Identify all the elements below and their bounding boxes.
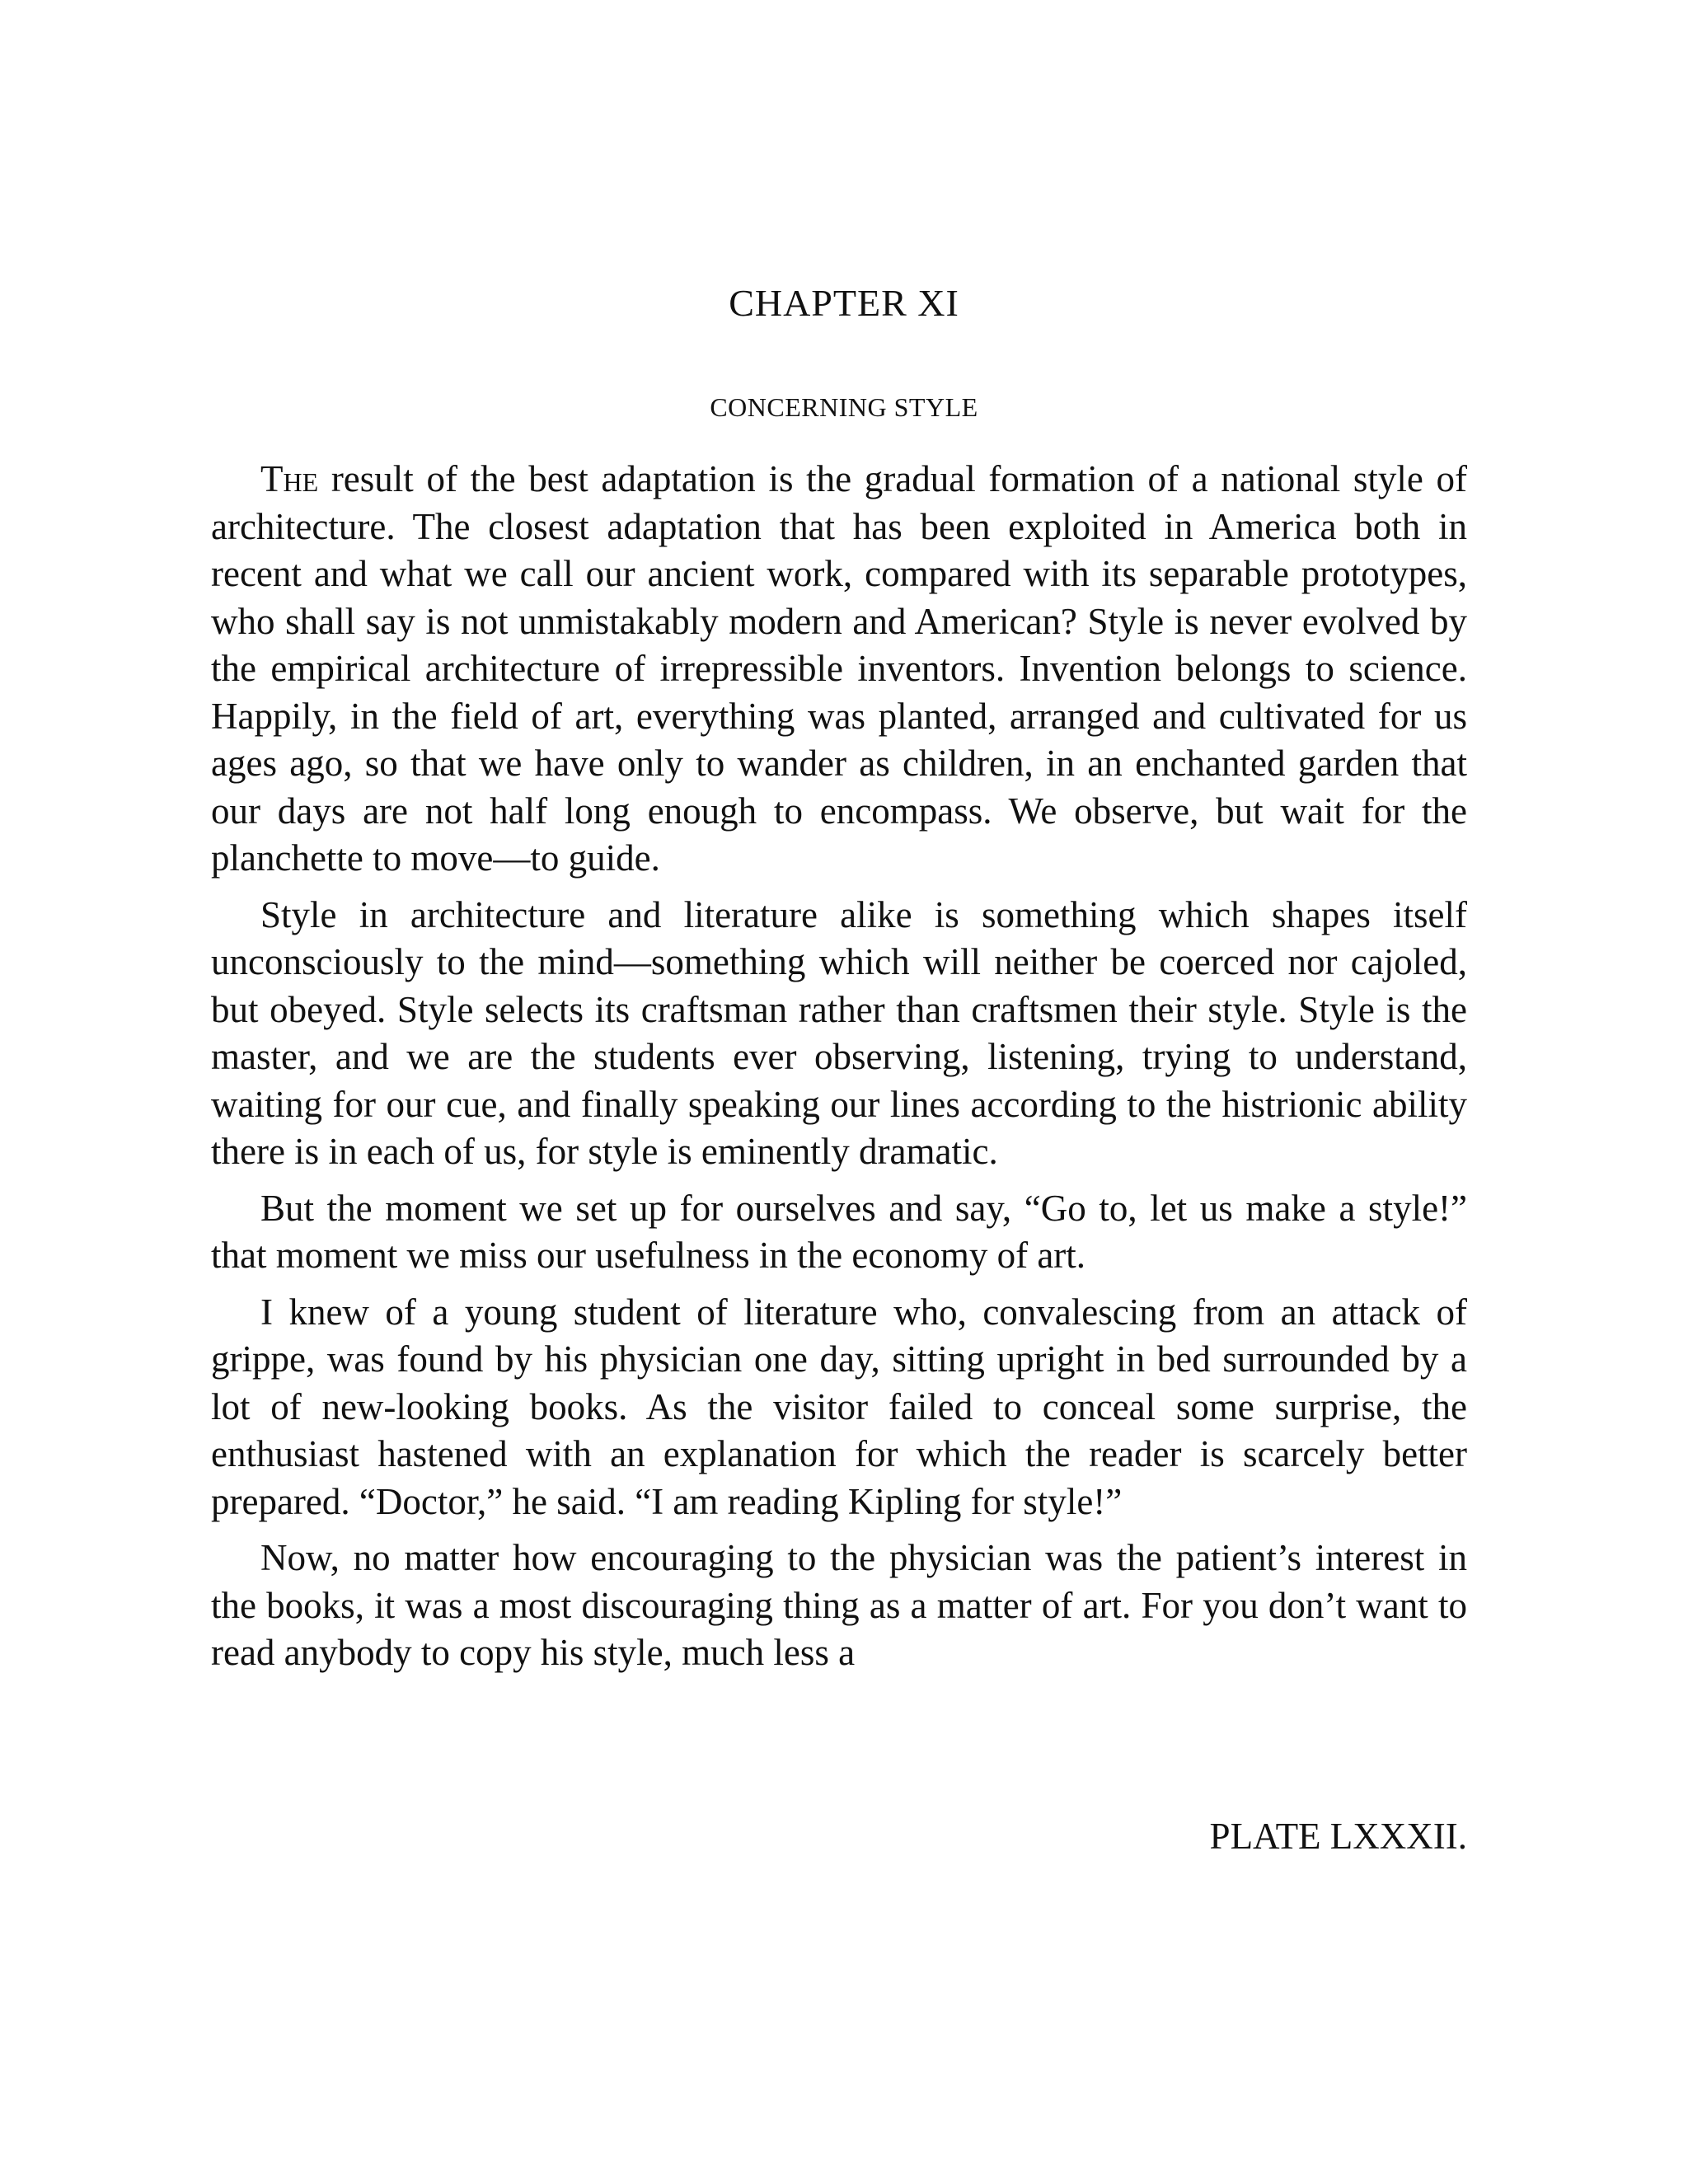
- chapter-subtitle: CONCERNING STYLE: [710, 392, 978, 422]
- paragraph-text: result of the best adaptation is the gradual formation of a national style of architecture. The closest adaptation that has been exploited in America both in recent and what we call our ancient work, compared with its separable prototypes, who shall say is not unmistakably modern and American? Style is never evolved by the empirical architecture of irrepressible inventors. Invention belongs to science. Happily, in the field of art, everything was planted, arranged and cultivated for us ages ago, so that we have only to wander as children, in an enchanted garden that our days are not half long enough to encompass. We observe, but wait for the planchette to move—to guide.: [211, 458, 1467, 879]
- paragraph-lead-word: The: [260, 458, 319, 499]
- paragraph: Now, no matter how encouraging to the physician was the patient’s interest in the books, it was a most discouraging thing as a matter of art. For you don’t want to read anybody to copy his style, much less a: [211, 1537, 1467, 1673]
- paragraph: But the moment we set up for ourselves and say, “Go to, let us make a style!” that moment we miss our usefulness in the economy of art.: [211, 1187, 1467, 1276]
- paragraph: [211, 456, 1467, 883]
- plate-label: PLATE LXXXII.: [1209, 1816, 1467, 1857]
- paragraph: I knew of a young student of literature who, convalescing from an attack of grippe, was found by his physician one day, sitting upright in bed surrounded by a lot of new-looking books. As the visitor failed to conceal some surprise, the enthusiast hastened with an explanation for which the reader is scarcely better prepared. “Doctor,” he said. “I am reading Kipling for style!”: [211, 1291, 1467, 1522]
- paragraph: Style in architecture and literature alike is something which shapes itself unconsciously to the mind—something which will neither be coerced nor cajoled, but obeyed. Style selects its craftsman rather than craftsmen their style. Style is the master, and we are the students ever observing, listening, trying to understand, waiting for our cue, and finally speaking our lines according to the histrionic ability there is in each of us, for style is eminently dramatic.: [211, 893, 1467, 1172]
- chapter-title: CHAPTER XI: [729, 282, 959, 324]
- body-text: [211, 456, 1467, 1686]
